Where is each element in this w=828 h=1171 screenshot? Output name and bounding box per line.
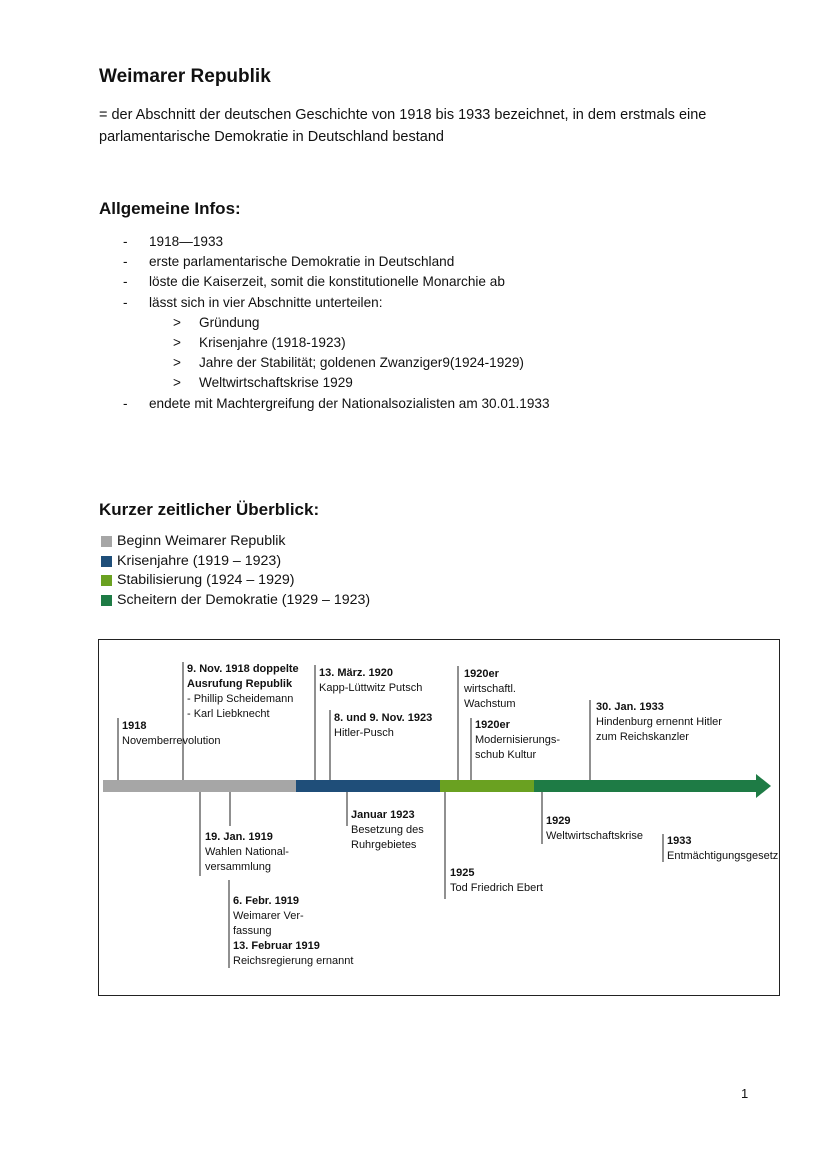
timeline-bar-blue [296, 780, 440, 792]
timeline-bar-green [534, 780, 758, 792]
event-1918: 1918 Novemberrevolution [122, 720, 221, 747]
timeline-bar-lightgreen [440, 780, 534, 792]
event-1933-jan: 30. Jan. 1933 Hindenburg ernennt Hitler zum Reichskanzler [596, 701, 722, 743]
event-1920er-culture: 1920er Modernisierungs- schub Kultur [475, 719, 560, 761]
event-1919-jan: 19. Jan. 1919 Wahlen National- versammlung [205, 831, 289, 873]
timeline-bar-gray [103, 780, 296, 792]
general-info-heading: Allgemeine Infos: [99, 199, 241, 218]
event-1929: 1929 Weltwirtschaftskrise [546, 815, 643, 842]
event-1920er-growth: 1920er wirtschaftl. Wachstum [464, 668, 516, 710]
event-1923-nov: 8. und 9. Nov. 1923 Hitler-Pusch [334, 712, 433, 739]
legend-item: Scheitern der Demokratie (1929 – 1923) [101, 591, 370, 611]
event-1925: 1925 Tod Friedrich Ebert [450, 867, 543, 894]
legend-item: Krisenjahre (1919 – 1923) [101, 552, 370, 572]
event-1933: 1933 Entmächtigungsgesetz [667, 835, 779, 862]
event-1920-mar: 13. März. 1920 Kapp-Lüttwitz Putsch [319, 667, 423, 694]
event-1919-feb: 6. Febr. 1919 Weimarer Ver- fassung 13. Februar 1919 Reichsregierung ernannt [233, 895, 354, 967]
legend-item: Stabilisierung (1924 – 1929) [101, 571, 370, 591]
timeline-arrowhead-icon [756, 774, 771, 798]
legend-item: Beginn Weimarer Republik [101, 532, 370, 552]
intro-definition: = der Abschnitt der deutschen Geschichte von 1918 bis 1933 bezeichnet, in dem erstmals eine parlamentarische Demokratie in Deutschland bestand [99, 107, 707, 145]
event-1918-nov: 9. Nov. 1918 doppelte Ausrufung Republik - Phillip Scheidemann - Karl Liebknecht [187, 663, 299, 720]
page-number: 1 [741, 1086, 749, 1101]
event-1923-jan: Januar 1923 Besetzung des Ruhrgebietes [351, 809, 424, 851]
page-title: Weimarer Republik [99, 66, 271, 87]
overview-heading: Kurzer zeitlicher Überblick: [99, 500, 320, 519]
